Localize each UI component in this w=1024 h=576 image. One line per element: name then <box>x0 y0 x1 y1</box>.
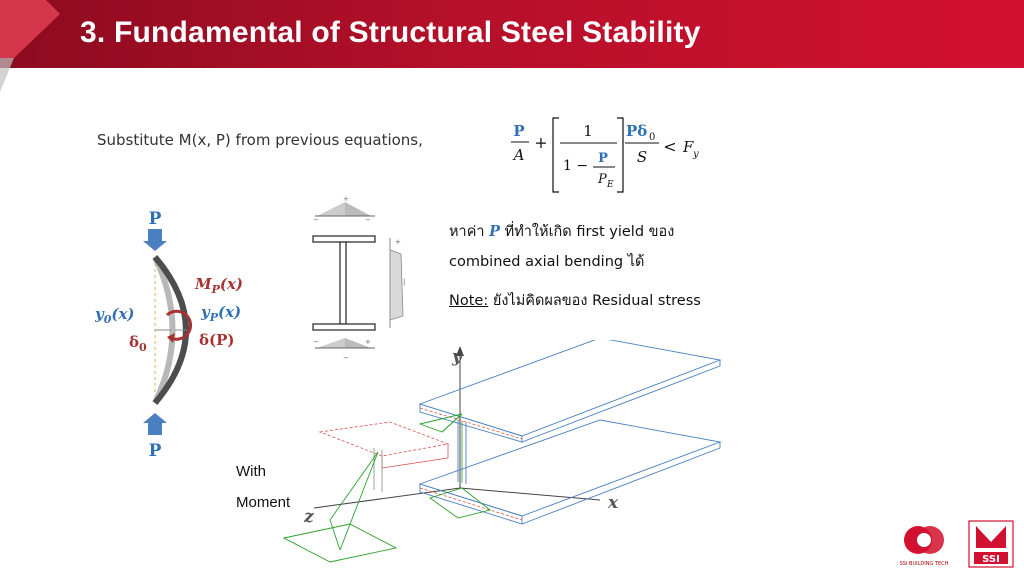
thai-line-1 <box>449 220 674 243</box>
svg-text:+: + <box>365 338 371 346</box>
thai-line-1-pre: หาค่า <box>449 224 485 240</box>
yield-formula <box>505 112 715 196</box>
formula-P: P <box>513 122 525 140</box>
load-P-bottom: P <box>148 441 162 460</box>
svg-text:+: + <box>343 195 349 203</box>
svg-text:−: − <box>313 216 319 224</box>
isometric-beam-diagram <box>270 340 730 565</box>
formula-S: S <box>636 148 648 166</box>
axis-z-label: z <box>304 507 314 527</box>
yp-label: $y_P(x)$ <box>201 303 242 324</box>
formula-PE: P <box>598 172 607 187</box>
formula-F-sub: y <box>693 149 699 160</box>
formula-F: F <box>683 138 694 156</box>
formula-plus: + <box>534 133 548 152</box>
column-buckling-diagram <box>95 205 265 460</box>
substitute-text: Substitute M(x, P) from previous equations, <box>97 131 423 149</box>
arrow-down-icon <box>143 229 167 251</box>
thai-line-1-P: P <box>489 223 501 240</box>
formula-one: 1 <box>583 122 593 140</box>
note-line <box>449 289 701 312</box>
header-accent-shape <box>0 0 60 100</box>
deltaP-label: δ(P) <box>199 331 235 349</box>
i-section-stress-diagram <box>305 192 415 364</box>
svg-text:−: − <box>313 338 319 346</box>
ssi-logo <box>968 520 1014 568</box>
with-label: With <box>236 463 266 480</box>
svg-text:+: + <box>395 238 401 246</box>
note-text: ยังไม่คิดผลของ Residual stress <box>492 293 701 309</box>
slide-title: 3. Fundamental of Structural Steel Stability <box>80 16 701 49</box>
svg-text:SSI: SSI <box>982 554 1000 565</box>
delta0-label: $\delta_0$ <box>129 333 147 354</box>
moment-label: $M_P(x)$ <box>195 275 244 296</box>
moment-text-label: Moment <box>236 494 291 511</box>
ssi-building-tech-logo <box>896 520 952 568</box>
formula-one-minus: 1 − <box>563 158 589 174</box>
formula-PE-sub: E <box>607 180 614 190</box>
formula-Pdelta: Pδ <box>626 122 648 140</box>
svg-text:SSI BUILDING TECH: SSI BUILDING TECH <box>899 561 949 567</box>
formula-lt: < <box>663 137 677 156</box>
svg-text:−: − <box>343 354 349 362</box>
arrow-up-icon <box>143 413 167 435</box>
thai-line-2: combined axial bending ได้ <box>449 254 645 270</box>
thai-line-1-post: ที่ทำให้เกิด first yield ของ <box>504 224 675 240</box>
axis-y-label: y <box>452 347 462 367</box>
formula-A: A <box>513 146 525 164</box>
formula-inner-P: P <box>598 151 608 166</box>
svg-text:|: | <box>403 278 406 286</box>
formula-delta-sub: 0 <box>649 132 656 143</box>
axis-x-label: x <box>608 493 619 513</box>
load-P-top: P <box>148 209 162 229</box>
note-label: Note: <box>449 293 489 309</box>
y0-label: $y_0(x)$ <box>95 305 135 326</box>
svg-text:−: − <box>365 216 371 224</box>
